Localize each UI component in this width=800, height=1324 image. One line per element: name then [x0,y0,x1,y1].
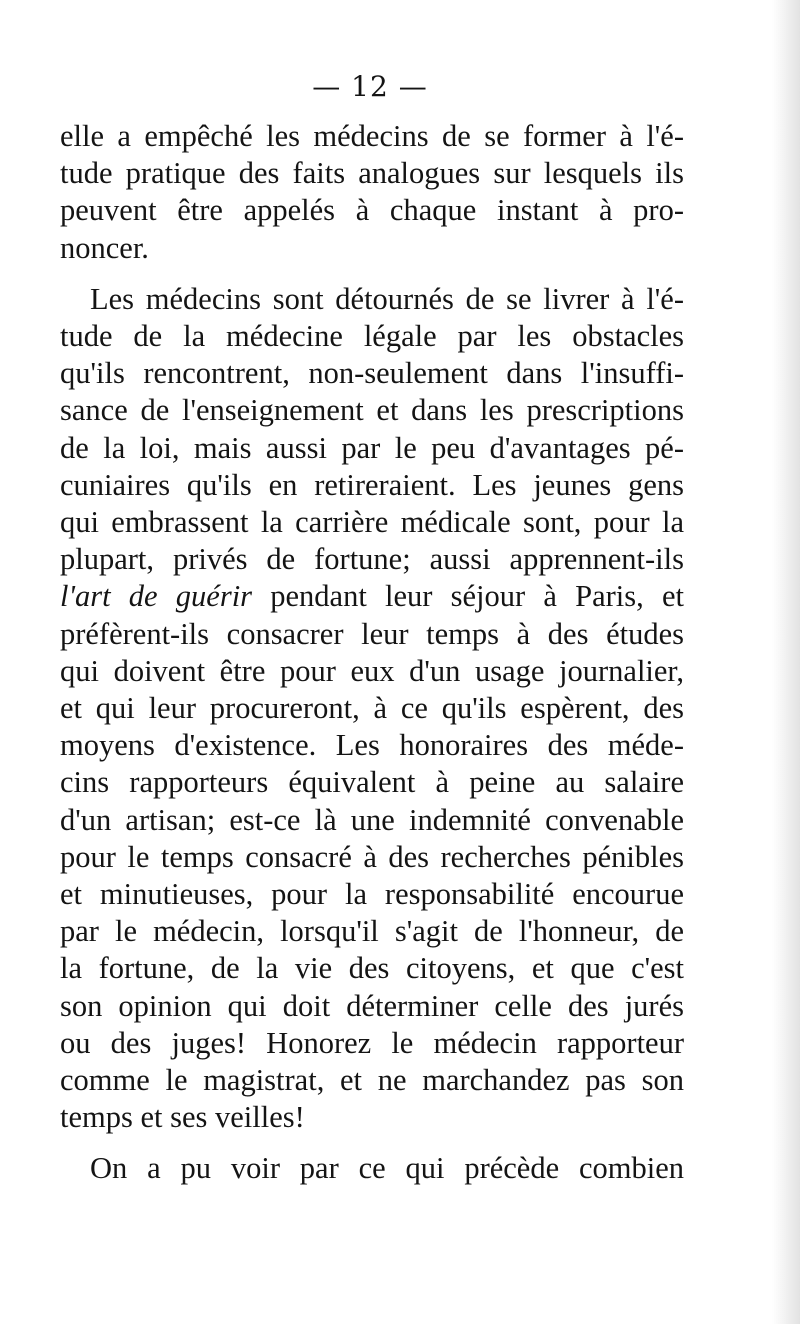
text-line: temps et ses veilles! [60,1100,305,1135]
text-line: pour le temps consacré à des recherches pénibles [60,839,684,874]
text-line: préfèrent-ils consacrer leur temps à des études [60,616,684,651]
text-line: tude pratique des faits analogues sur lesquels ils [60,156,684,191]
text-line: moyens d'existence. Les honoraires des méde- [60,728,684,763]
page-edge-shadow [772,0,800,1324]
text-line: On a pu voir par ce qui précède combien [90,1151,684,1186]
text-line: son opinion qui doit déterminer celle des jurés [60,988,684,1023]
text-line: Les médecins sont détournés de se livrer à l'é- [90,281,684,316]
page-number: — 12 — [312,70,428,103]
text-line: cins rapporteurs équivalent à peine au salaire [60,765,684,800]
text-line: et minutieuses, pour la responsabilité encourue [60,877,684,912]
text-line: cuniaires qu'ils en retireraient. Les jeunes gens [60,467,684,502]
italic-phrase: l'art de guérir [60,579,253,614]
text-line: qui doivent être pour eux d'un usage journalier, [60,653,684,688]
paragraph-gap [60,267,684,281]
text-line: et qui leur procureront, à ce qu'ils espèrent, des [60,691,684,726]
text-line: comme le magistrat, et ne marchandez pas son [60,1063,684,1098]
text-line: la fortune, de la vie des citoyens, et que c'est [60,951,684,986]
text-line: de la loi, mais aussi par le peu d'avantages pé- [60,430,684,465]
text-line: ou des juges! Honorez le médecin rapporteur [60,1025,684,1060]
text-line: plupart, privés de fortune; aussi apprennent-ils [60,542,684,577]
text-line: qu'ils rencontrent, non-seulement dans l'insuffi- [60,356,684,391]
paragraph-gap [60,1136,684,1150]
text-line: qui embrassent la carrière médicale sont, pour la [60,505,684,540]
text-line: sance de l'enseignement et dans les prescriptions [60,393,684,428]
body-text [60,118,684,1188]
text-line: noncer. [60,230,149,265]
text-line: tude de la médecine légale par les obstacles [60,319,684,354]
text-line: d'un artisan; est-ce là une indemnité convenable [60,802,684,837]
text-line: par le médecin, lorsqu'il s'agit de l'honneur, de [60,914,684,949]
text-line: peuvent être appelés à chaque instant à pro- [60,193,684,228]
italic-line-rest: pendant leur séjour à Paris, et [252,579,684,614]
text-line: elle a empêché les médecins de se former à l'é- [60,119,684,153]
text-line-with-italic [60,578,684,615]
